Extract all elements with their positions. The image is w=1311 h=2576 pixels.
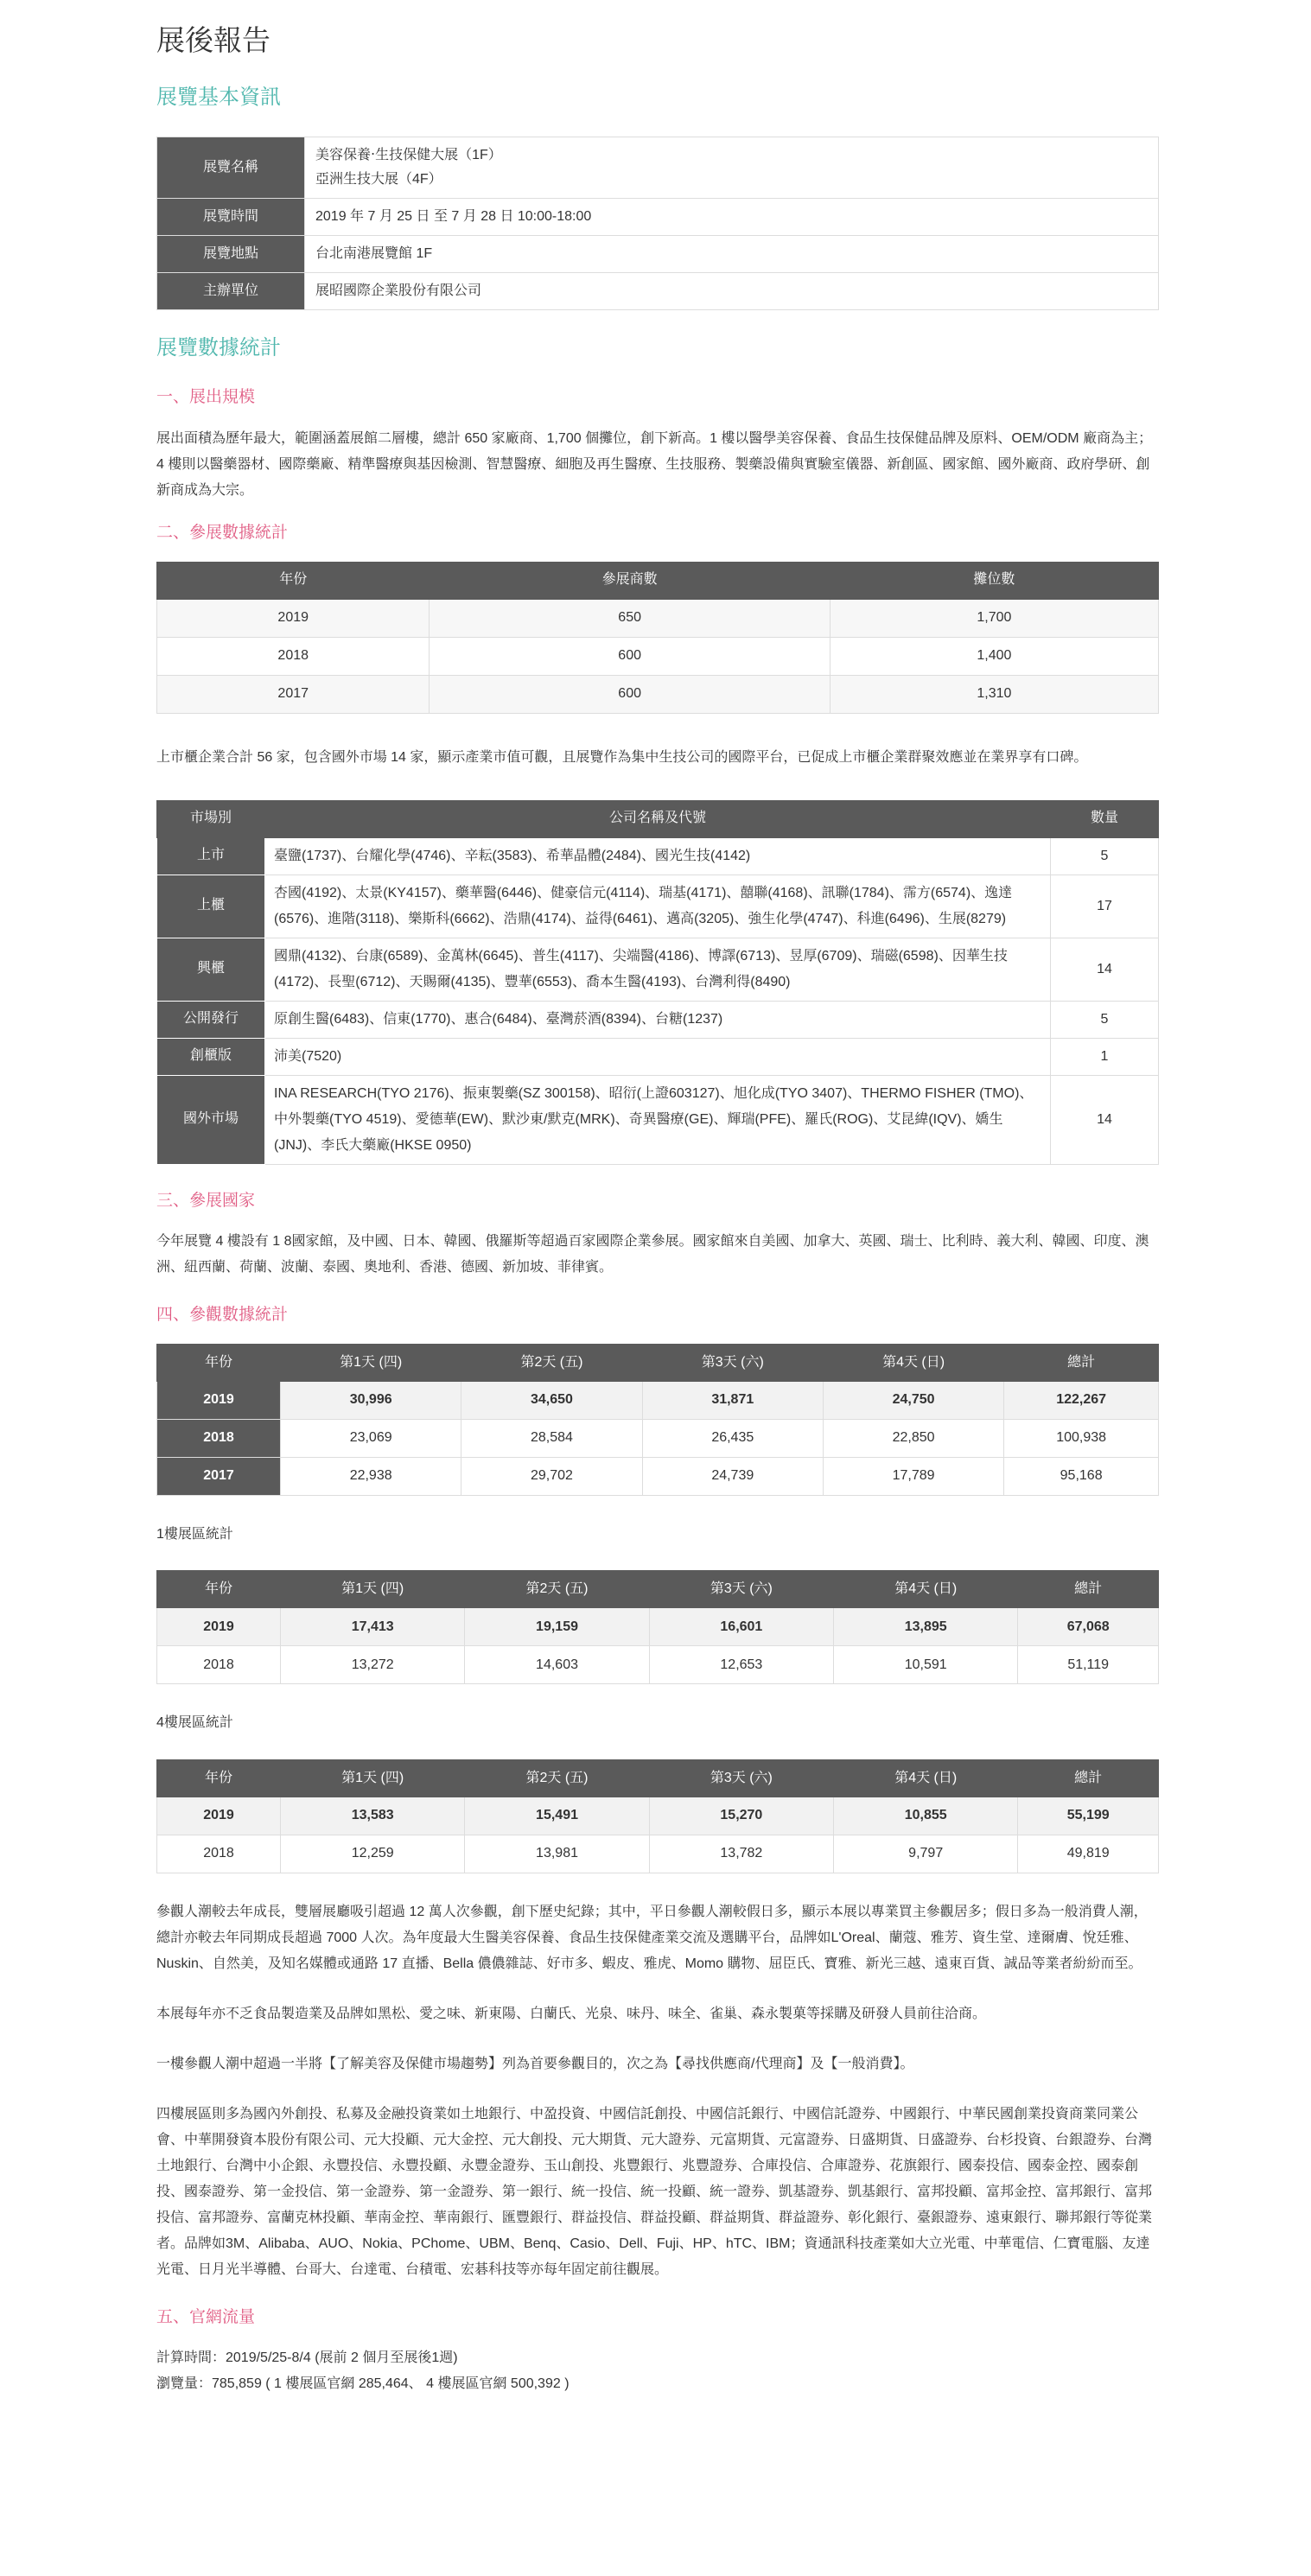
companies-cell: INA RESEARCH(TYO 2176)、振東製藥(SZ 300158)、昭衍(上證603127)、旭化成(TYO 3407)、THERMO FISHER (TMO)、中外製藥(TYO 4519)、愛德華(EW)、默沙東/默克(MRK)、奇異醫療(GE)、輝瑞(PFE)、羅氏(ROG)、艾昆緯(IQV)、嬌生(JNJ)、李氏大藥廠(HKSE 0950) <box>265 1075 1051 1164</box>
cell: 22,850 <box>823 1420 1003 1458</box>
market-label: 國外市場 <box>157 1075 265 1164</box>
companies-cell: 原創生醫(6483)、信東(1770)、惠合(6484)、臺灣菸酒(8394)、台糖(1237) <box>265 1001 1051 1038</box>
col-day2: 第2天 (五) <box>465 1571 649 1608</box>
web-traffic-heading: 五、官網流量 <box>156 2307 256 2326</box>
cell: 13,782 <box>649 1835 833 1873</box>
cell: 67,068 <box>1018 1608 1159 1646</box>
cell: 2017 <box>157 675 430 713</box>
cell: 1,400 <box>830 637 1158 675</box>
col-booths: 攤位數 <box>830 562 1158 599</box>
cell: 26,435 <box>642 1420 823 1458</box>
table-row <box>157 1458 1159 1496</box>
visitor-analysis-text: 參觀人潮較去年成長，雙層展廳吸引超過 12 萬人次參觀，創下歷史紀錄；其中，平日參觀人潮較假日多，顯示本展以專業買主參觀居多；假日多為一般消費人潮，總計亦較去年同期成長超過 7000 人次。為年度最大生醫美容保養、食品生技保健產業交流及選購平台，品牌如L'Oreal、蘭蔻、雅芳、資生堂、達爾膚、悅廷雅、Nuskin、自然美，及知名媒體或通路 17 直播、Bella 儂儂雜誌、好市多、蝦皮、雅虎、Momo 購物、屈臣氏、寶雅、新光三越、遠東百貨、誠品等業者紛紛而至。 <box>156 1904 1148 1971</box>
info-label: 展覽地點 <box>157 236 305 273</box>
col-day2: 第2天 (五) <box>461 1345 642 1382</box>
info-value: 展昭國際企業股份有限公司 <box>305 273 1159 310</box>
cell: 650 <box>430 599 830 637</box>
cell: 15,270 <box>649 1797 833 1835</box>
col-day3: 第3天 (六) <box>649 1759 833 1797</box>
companies-cell: 臺鹽(1737)、台耀化學(4746)、辛耘(3583)、希華晶體(2484)、國光生技(4142) <box>265 837 1051 875</box>
cell: 15,491 <box>465 1797 649 1835</box>
table-row <box>157 1075 1159 1164</box>
companies-cell: 沛美(7520) <box>265 1038 1051 1075</box>
count-cell: 14 <box>1051 938 1159 1001</box>
cell: 28,584 <box>461 1420 642 1458</box>
floor4-visitor-table <box>156 1759 1159 1873</box>
cell: 16,601 <box>649 1608 833 1646</box>
cell: 1,700 <box>830 599 1158 637</box>
food-industry-text: 本展每年亦不乏食品製造業及品牌如黑松、愛之味、新東陽、白蘭氏、光泉、味丹、味全、雀巢、森永製菓等採購及研發人員前往洽商。 <box>156 2006 987 2021</box>
col-year: 年份 <box>157 1345 281 1382</box>
col-day2: 第2天 (五) <box>465 1759 649 1797</box>
cell: 600 <box>430 637 830 675</box>
cell: 23,069 <box>281 1420 461 1458</box>
col-year: 年份 <box>157 562 430 599</box>
cell: 10,591 <box>834 1646 1018 1684</box>
col-total: 總計 <box>1018 1759 1159 1797</box>
table-row <box>157 938 1159 1001</box>
info-row-organizer <box>157 273 1159 310</box>
floor1-visitor-table <box>156 1570 1159 1684</box>
web-traffic-period: 計算時間：2019/5/25-8/4 (展前 2 個月至展後1週) <box>156 2350 458 2366</box>
cell: 29,702 <box>461 1458 642 1496</box>
col-day3: 第3天 (六) <box>642 1345 823 1382</box>
cell: 12,259 <box>281 1835 465 1873</box>
market-label: 興櫃 <box>157 938 265 1001</box>
cell: 13,895 <box>834 1608 1018 1646</box>
col-day4: 第4天 (日) <box>823 1345 1003 1382</box>
col-total: 總計 <box>1018 1571 1159 1608</box>
exhibition-name-4f: 亞洲生技大展（4F） <box>315 172 442 188</box>
cell: 17,789 <box>823 1458 1003 1496</box>
exhibitor-stats-heading: 二、參展數據統計 <box>156 523 289 542</box>
cell: 600 <box>430 675 830 713</box>
scale-heading: 一、展出規模 <box>156 388 256 407</box>
cell: 19,159 <box>465 1608 649 1646</box>
year-cell: 2017 <box>157 1458 281 1496</box>
info-value: 台北南港展覽館 1F <box>305 236 1159 273</box>
count-cell: 5 <box>1051 837 1159 875</box>
floor4-stats-label: 4樓展區統計 <box>156 1715 233 1731</box>
floor1-stats-label: 1樓展區統計 <box>156 1527 233 1542</box>
exhibition-name-1f: 美容保養‧生技保健大展（1F） <box>315 148 502 163</box>
exhibitor-stats-table <box>156 562 1159 714</box>
cell: 9,797 <box>834 1835 1018 1873</box>
scale-text: 展出面積為歷年最大，範圍涵蓋展館二層樓，總計 650 家廠商、1,700 個攤位，創下新高。1 樓以醫學美容保養、食品生技保健品牌及原料、OEM/ODM 廠商為主；4 樓則以醫藥器材、國際藥廠、精準醫療與基因檢測、智慧醫療、細胞及再生醫療、生技服務、製藥設備與實驗室儀器、新創區、國家館、國外廠商、政府學研、創新商成為大宗。 <box>156 430 1153 498</box>
table-row <box>157 837 1159 875</box>
cell: 22,938 <box>281 1458 461 1496</box>
cell: 14,603 <box>465 1646 649 1684</box>
cell: 95,168 <box>1004 1458 1159 1496</box>
cell: 24,750 <box>823 1382 1003 1420</box>
year-cell: 2018 <box>157 1420 281 1458</box>
count-cell: 1 <box>1051 1038 1159 1075</box>
info-row-time <box>157 199 1159 236</box>
table-row <box>157 1420 1159 1458</box>
cell: 30,996 <box>281 1382 461 1420</box>
cell: 12,653 <box>649 1646 833 1684</box>
visitor-stats-heading: 四、參觀數據統計 <box>156 1306 289 1325</box>
market-label: 上市 <box>157 837 265 875</box>
info-value <box>305 137 1159 199</box>
table-row <box>157 1646 1159 1684</box>
cell: 122,267 <box>1004 1382 1159 1420</box>
cell: 100,938 <box>1004 1420 1159 1458</box>
info-label: 展覽名稱 <box>157 137 305 199</box>
cell: 31,871 <box>642 1382 823 1420</box>
col-count: 數量 <box>1051 800 1159 837</box>
cell: 13,272 <box>281 1646 465 1684</box>
col-day1: 第1天 (四) <box>281 1759 465 1797</box>
col-day1: 第1天 (四) <box>281 1571 465 1608</box>
info-row-name <box>157 137 1159 199</box>
companies-cell: 杏國(4192)、太景(KY4157)、藥華醫(6446)、健豪信元(4114)、瑞基(4171)、囍聯(4168)、訊聯(1784)、霈方(6574)、逸達(6576)、進階(3118)、樂斯科(6662)、浩鼎(4174)、益得(6461)、邁高(3205)、強生化學(4747)、科進(6496)、生展(8279) <box>265 875 1051 938</box>
cell: 2019 <box>157 1608 281 1646</box>
table-row <box>157 675 1159 713</box>
cell: 55,199 <box>1018 1797 1159 1835</box>
visit-purpose-text: 一樓參觀人潮中超過一半將【了解美容及保健市場趨勢】列為首要參觀目的，次之為【尋找供應商/代理商】及【一般消費】。 <box>156 2056 914 2071</box>
col-market: 市場別 <box>157 800 265 837</box>
info-row-venue <box>157 236 1159 273</box>
count-cell: 5 <box>1051 1001 1159 1038</box>
web-traffic-views: 瀏覽量：785,859 ( 1 樓展區官網 285,464、 4 樓展區官網 500,392 ) <box>156 2376 570 2392</box>
cell: 13,981 <box>465 1835 649 1873</box>
col-day4: 第4天 (日) <box>834 1571 1018 1608</box>
companies-cell: 國鼎(4132)、台康(6589)、金萬林(6645)、普生(4117)、尖端醫(4186)、博譯(6713)、昱厚(6709)、瑞磁(6598)、因華生技(4172)、長聖(6712)、天賜爾(4135)、豐華(6553)、喬本生醫(4193)、台灣利得(8490) <box>265 938 1051 1001</box>
stats-heading: 展覽數據統計 <box>156 336 281 360</box>
cell: 51,119 <box>1018 1646 1159 1684</box>
col-year: 年份 <box>157 1759 281 1797</box>
cell: 24,739 <box>642 1458 823 1496</box>
table-row <box>157 1038 1159 1075</box>
col-year: 年份 <box>157 1571 281 1608</box>
floor4-visitors-text: 四樓展區則多為國內外創投、私募及金融投資業如土地銀行、中盈投資、中國信託創投、中國信託銀行、中國信託證券、中國銀行、中華民國創業投資商業同業公會、中華開發資本股份有限公司、元大投顧、元大金控、元大創投、元大期貨、元大證券、元富期貨、元富證券、日盛期貨、日盛證券、台杉投資、台銀證券、台灣土地銀行、台灣中小企銀、永豐投信、永豐投顧、永豐金證券、玉山創投、兆豐銀行、兆豐證券、合庫投信、合庫證券、花旗銀行、國泰投信、國泰金控、國泰創投、國泰證券、第一金投信、第一金證券、第一金證券、第一銀行、統一投信、統一投顧、統一證券、凱基證券、凱基銀行、富邦投顧、富邦金控、富邦銀行、富邦投信、富邦證券、富蘭克林投顧、華南金控、華南銀行、匯豐銀行、群益投信、群益投顧、群益期貨、群益證券、彰化銀行、臺銀證券、遠東銀行、聯邦銀行等從業者。品牌如3M、Alibaba、AUO、Nokia、PChome、UBM、Benq、Casio、Dell、Fuji、HP、hTC、IBM；資通訊科技產業如大立光電、中華電信、仁寶電腦、友達光電、日月光半導體、台哥大、台達電、台積電、宏碁科技等亦每年固定前往觀展。 <box>156 2106 1153 2277</box>
cell: 1,310 <box>830 675 1158 713</box>
cell: 10,855 <box>834 1797 1018 1835</box>
cell: 13,583 <box>281 1797 465 1835</box>
col-total: 總計 <box>1004 1345 1159 1382</box>
visitor-total-table <box>156 1344 1159 1496</box>
countries-text: 今年展覽 4 樓設有 1 8國家館，及中國、日本、韓國、俄羅斯等超過百家國際企業參展。國家館來自美國、加拿大、英國、瑞士、比利時、義大利、韓國、印度、澳洲、紐西蘭、荷蘭、波蘭、泰國、奧地利、香港、德國、新加坡、菲律賓。 <box>156 1234 1149 1275</box>
count-cell: 14 <box>1051 1075 1159 1164</box>
col-day1: 第1天 (四) <box>281 1345 461 1382</box>
cell: 2018 <box>157 1835 281 1873</box>
basic-info-heading: 展覽基本資訊 <box>156 85 281 109</box>
table-row <box>157 1835 1159 1873</box>
market-label: 創櫃版 <box>157 1038 265 1075</box>
col-exhibitors: 參展商數 <box>430 562 830 599</box>
col-day4: 第4天 (日) <box>834 1759 1018 1797</box>
market-label: 公開發行 <box>157 1001 265 1038</box>
market-table <box>156 800 1159 1165</box>
info-label: 展覽時間 <box>157 199 305 236</box>
table-row <box>157 1382 1159 1420</box>
col-companies: 公司名稱及代號 <box>265 800 1051 837</box>
countries-heading: 三、參展國家 <box>156 1191 256 1210</box>
page-title: 展後報告 <box>156 24 270 56</box>
listed-companies-note: 上市櫃企業合計 56 家，包含國外市場 14 家，顯示產業市值可觀，且展覽作為集中生技公司的國際平台，已促成上市櫃企業群聚效應並在業界享有口碑。 <box>156 749 1088 765</box>
table-row <box>157 1001 1159 1038</box>
cell: 2018 <box>157 1646 281 1684</box>
info-value: 2019 年 7 月 25 日 至 7 月 28 日 10:00-18:00 <box>305 199 1159 236</box>
cell: 2018 <box>157 637 430 675</box>
table-row <box>157 1797 1159 1835</box>
table-row <box>157 1608 1159 1646</box>
table-row <box>157 637 1159 675</box>
col-day3: 第3天 (六) <box>649 1571 833 1608</box>
cell: 2019 <box>157 1797 281 1835</box>
cell: 2019 <box>157 599 430 637</box>
info-label: 主辦單位 <box>157 273 305 310</box>
market-label: 上櫃 <box>157 875 265 938</box>
year-cell: 2019 <box>157 1382 281 1420</box>
cell: 34,650 <box>461 1382 642 1420</box>
table-row <box>157 875 1159 938</box>
basic-info-table <box>156 137 1159 310</box>
cell: 17,413 <box>281 1608 465 1646</box>
count-cell: 17 <box>1051 875 1159 938</box>
table-row <box>157 599 1159 637</box>
cell: 49,819 <box>1018 1835 1159 1873</box>
report-page <box>156 0 1159 2397</box>
